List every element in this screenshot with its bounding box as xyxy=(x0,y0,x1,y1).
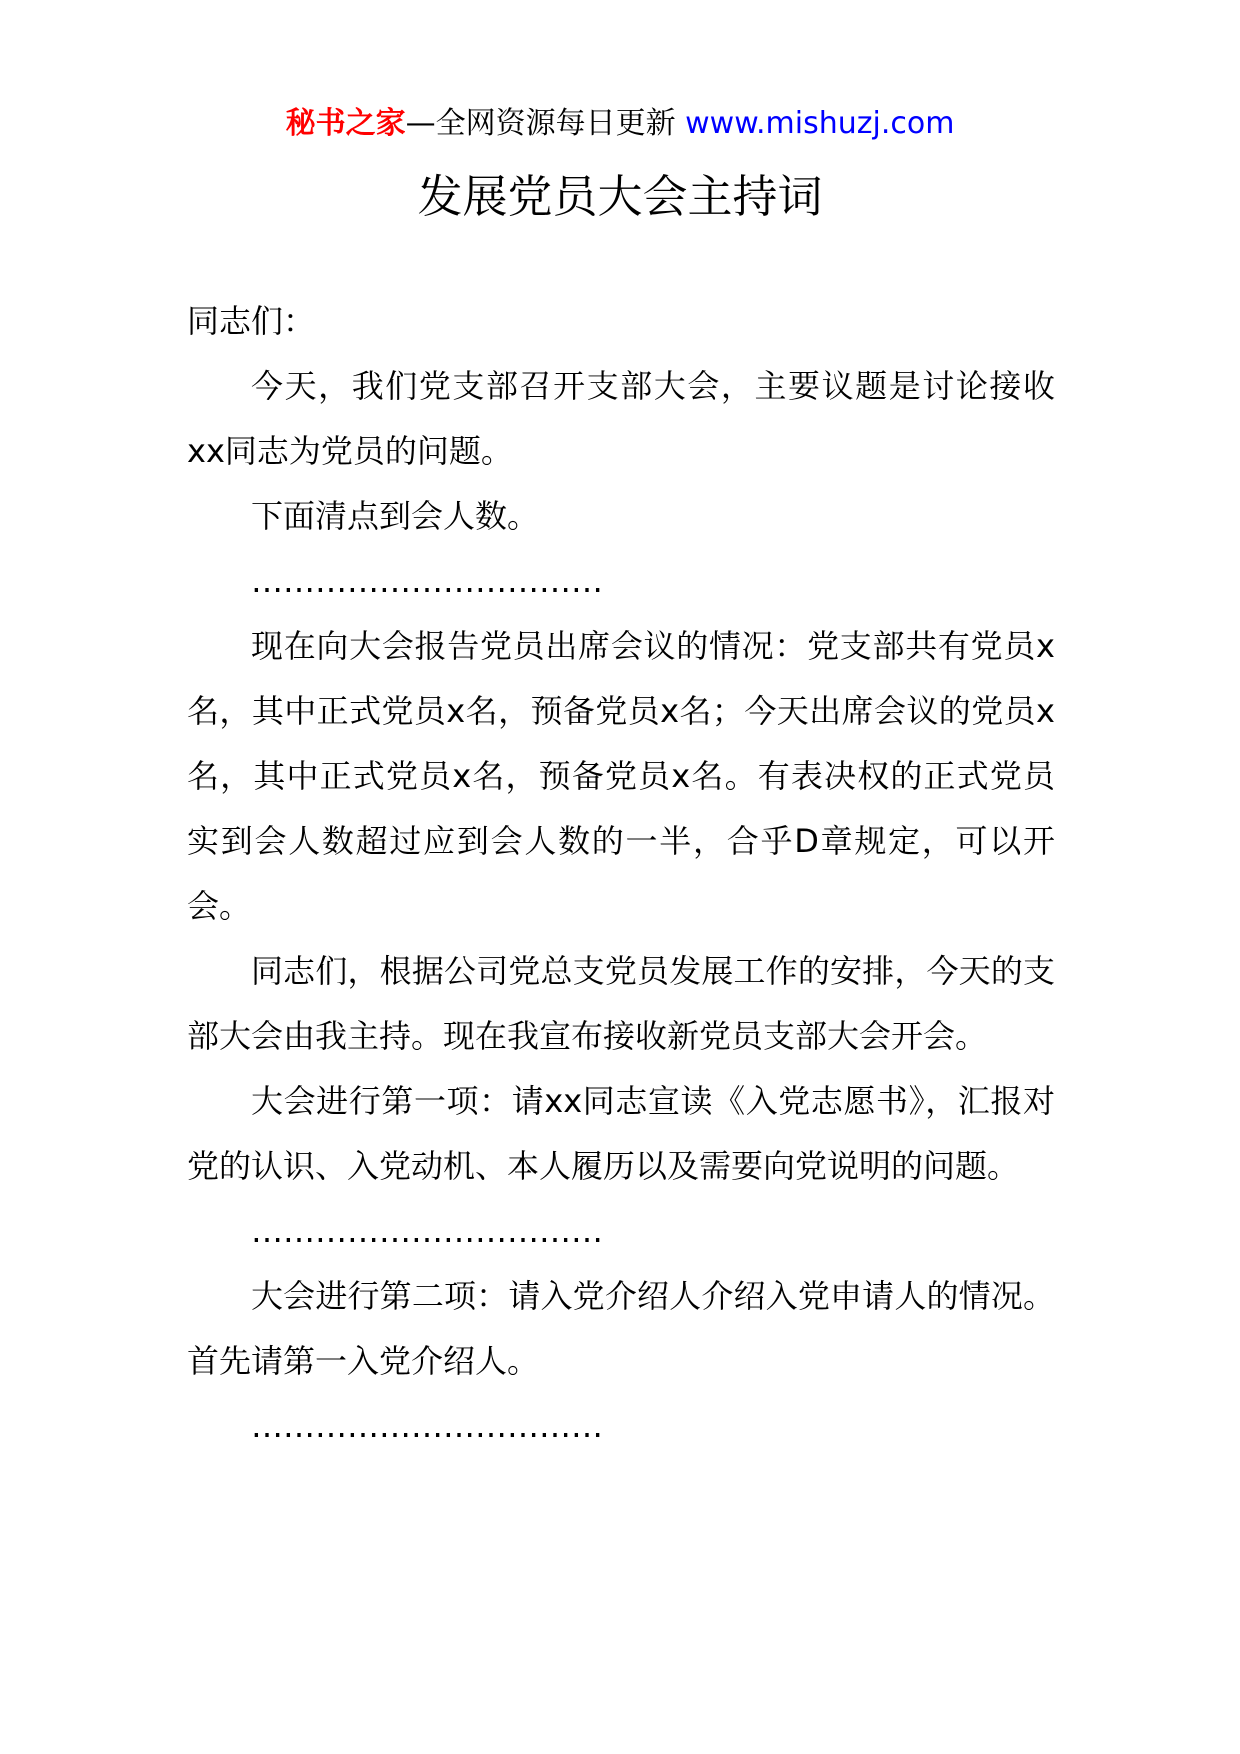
site-tagline: —全网资源每日更新 xyxy=(405,106,676,141)
ellipsis-line: …………………………… xyxy=(251,1212,603,1250)
paragraph-item-one: 大会进行第一项：请xx同志宣读《入党志愿书》，汇报对党的认识、入党动机、本人履历以及需要向党说明的问题。 xyxy=(187,1082,1055,1185)
paragraph-agenda: 今天，我们党支部召开支部大会，主要议题是讨论接收xx同志为党员的问题。 xyxy=(187,367,1055,470)
document-body xyxy=(187,289,1055,1459)
ellipsis-line: …………………………… xyxy=(251,562,603,600)
salutation: 同志们： xyxy=(187,302,316,340)
document-title: 发展党员大会主持词 xyxy=(417,170,823,223)
paragraph-opening: 同志们，根据公司党总支党员发展工作的安排，今天的支部大会由我主持。现在我宣布接收新党员支部大会开会。 xyxy=(187,952,1055,1055)
site-header xyxy=(0,102,1240,146)
site-name: 秘书之家 xyxy=(285,106,406,141)
ellipsis-line: …………………………… xyxy=(251,1407,603,1445)
site-url-link[interactable]: www.mishuzj.com xyxy=(685,106,955,141)
paragraph-roll-call: 下面清点到会人数。 xyxy=(251,497,540,535)
paragraph-attendance: 现在向大会报告党员出席会议的情况：党支部共有党员x名，其中正式党员x名，预备党员x名；今天出席会议的党员x名，其中正式党员x名，预备党员x名。有表决权的正式党员实到会人数超过应到会人数的一半，合乎D章规定，可以开会。 xyxy=(187,627,1055,925)
paragraph-item-two: 大会进行第二项：请入党介绍人介绍入党申请人的情况。首先请第一入党介绍人。 xyxy=(187,1277,1055,1380)
